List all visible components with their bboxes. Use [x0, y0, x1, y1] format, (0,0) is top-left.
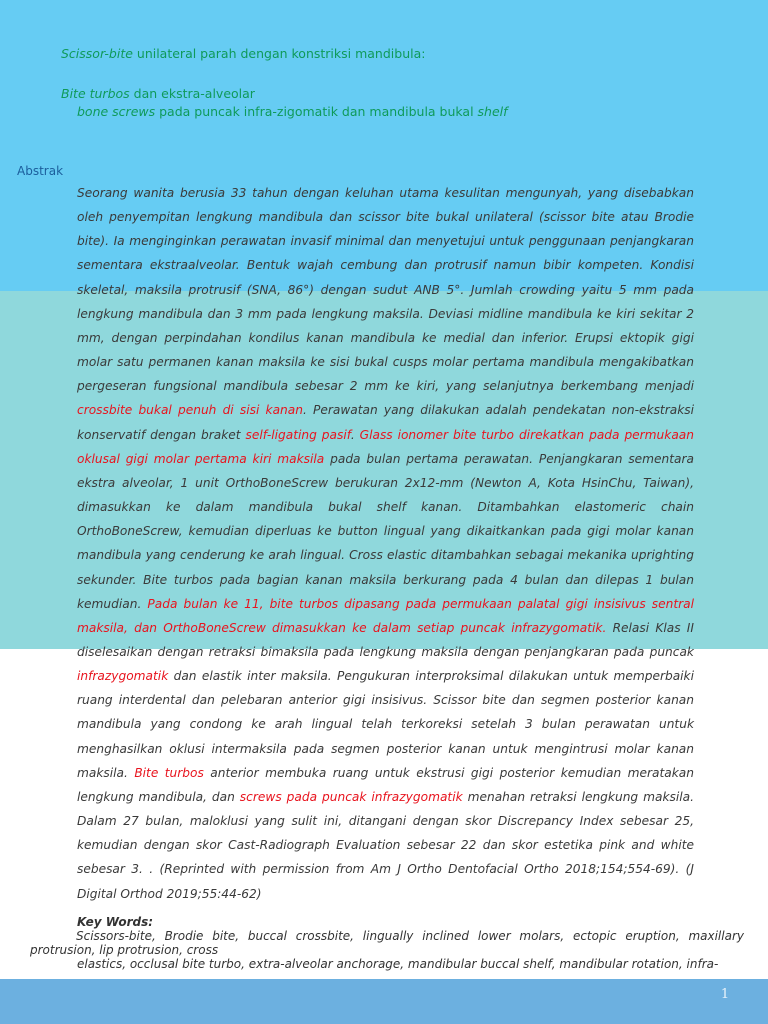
- highlight-text: Glass ionomer bite turbo direkatkan pada permukaan oklusal gigi molar pertama kiri maksila: [77, 427, 695, 466]
- keywords-line-1: Scissors-bite, Brodie bite, buccal crossbite, lingually inclined lower molars, ectopic eruption, maxillary protrusion, lip protrusion, cross: [30, 929, 744, 958]
- highlight-text: self-ligating pasif: [245, 427, 351, 442]
- highlight-text: Bite turbos: [134, 765, 204, 780]
- title-line-1: Scissor-bite unilateral parah dengan konstriksi mandibula:: [61, 46, 426, 61]
- highlight-text: crossbite bukal penuh di sisi kanan: [77, 403, 303, 418]
- keywords-heading: Key Words:: [77, 915, 154, 929]
- highlight-text: screws pada puncak infrazygomatik: [239, 789, 463, 804]
- footer-bar: [0, 979, 768, 1024]
- page-number: 1: [720, 987, 730, 1002]
- highlight-text: Pada bulan ke 11, bite turbos dipasang pada permukaan palatal gigi insisivus sentral maksila, dan OrthoBoneScrew dimasukkan ke dalam setiap puncak infrazygomatik.: [77, 596, 694, 635]
- abstract-body: Seorang wanita berusia 33 tahun dengan keluhan utama kesulitan mengunyah, yang disebabkan oleh penyempitan lengkung mandibula dan scissor bite bukal unilateral (scissor bite atau Brodie bite). Ia menginginkan perawatan invasif minimal dan menyetujui untuk penggunaan penjangkaran sementara ekstraalveolar. Bentuk wajah cembung dan protrusif namun bibir kompeten. Kondisi skeletal, maksila protrusif (SNA, 86°) dengan sudut ANB 5°. Jumlah crowding yaitu 5 mm pada lengkung mandibula dan 3 mm pada lengkung maksila. Deviasi midline mandibula ke kiri sekitar 2 mm, dengan perpindahan kondilus kanan mandibula ke medial dan inferior. Erupsi ektopik gigi molar satu permanen kanan maksila ke sisi bukal cusps molar pertama mandibula mengakibatkan pergeseran fungsional mandibula sebesar 2 mm ke kiri, yang selanjutnya berkembang menjadi crossbite bukal penuh di sisi kanan. Perawatan yang dilakukan adalah pendekatan non-ekstraksi konservatif dengan braket self-ligating pasif. Glass ionomer bite turbo direkatkan pada permukaan oklusal gigi molar pertama kiri maksila pada bulan pertama perawatan. Penjangkaran sementara ekstra alveolar, 1 unit OrthoBoneScrew berukuran 2x12-mm (Newton A, Kota HsinChu, Taiwan), dimasukkan ke dalam mandibula bukal shelf kanan. Ditambahkan elastomeric chain OrthoBoneScrew, kemudian diperluas ke button lingual yang dikaitkankan pada gigi molar kanan mandibula yang cenderung ke arah lingual. Cross elastic ditambahkan sebagai mekanika uprighting sekunder. Bite turbos pada bagian kanan maksila berkurang pada 4 bulan dan dilepas 1 bulan kemudian. Pada bulan ke 11, bite turbos dipasang pada permukaan palatal gigi insisivus sentral maksila, dan OrthoBoneScrew dimasukkan ke dalam setiap puncak infrazygomatik. Relasi Klas II diselesaikan dengan retraksi bimaksila pada lengkung maksila dengan penjangkaran pada puncak infrazygomatik dan elastik inter maksila. Pengukuran interproksimal dilakukan untuk memperbaiki ruang interdental dan pelebaran anterior gigi insisivus. Scissor bite dan segmen posterior kanan mandibula yang condong ke arah lingual telah terkoreksi setelah 3 bulan perawatan untuk menghasilkan oklusi intermaksila pada segmen posterior kanan untuk mengintrusi molar kanan maksila. Bite turbos anterior membuka ruang untuk ekstrusi gigi posterior kemudian meratakan lengkung mandibula, dan screws pada puncak infrazygomatik menahan retraksi lengkung maksila. Dalam 27 bulan, maloklusi yang sulit ini, ditangani dengan skor Discrepancy Index sebesar 25, kemudian dengan skor Cast-Radiograph Evaluation sebesar 22 dan skor estetika pink and white sebesar 3. . (Reprinted with permission from Am J Ortho Dentofacial Ortho 2018;154;554-69). (J Digital Orthod 2019;55:44-62): [77, 186, 695, 901]
- keywords-line-2: elastics, occlusal bite turbo, extra-alveolar anchorage, mandibular buccal shelf, mandibular rotation, infra-: [77, 957, 719, 971]
- title-line-2: Bite turbos dan ekstra-alveolar: [61, 86, 255, 101]
- highlight-text: infrazygomatik: [77, 669, 169, 684]
- abstract-heading: Abstrak: [17, 164, 64, 178]
- title-line-3: bone screws pada puncak infra-zigomatik dan mandibula bukal shelf: [77, 104, 508, 119]
